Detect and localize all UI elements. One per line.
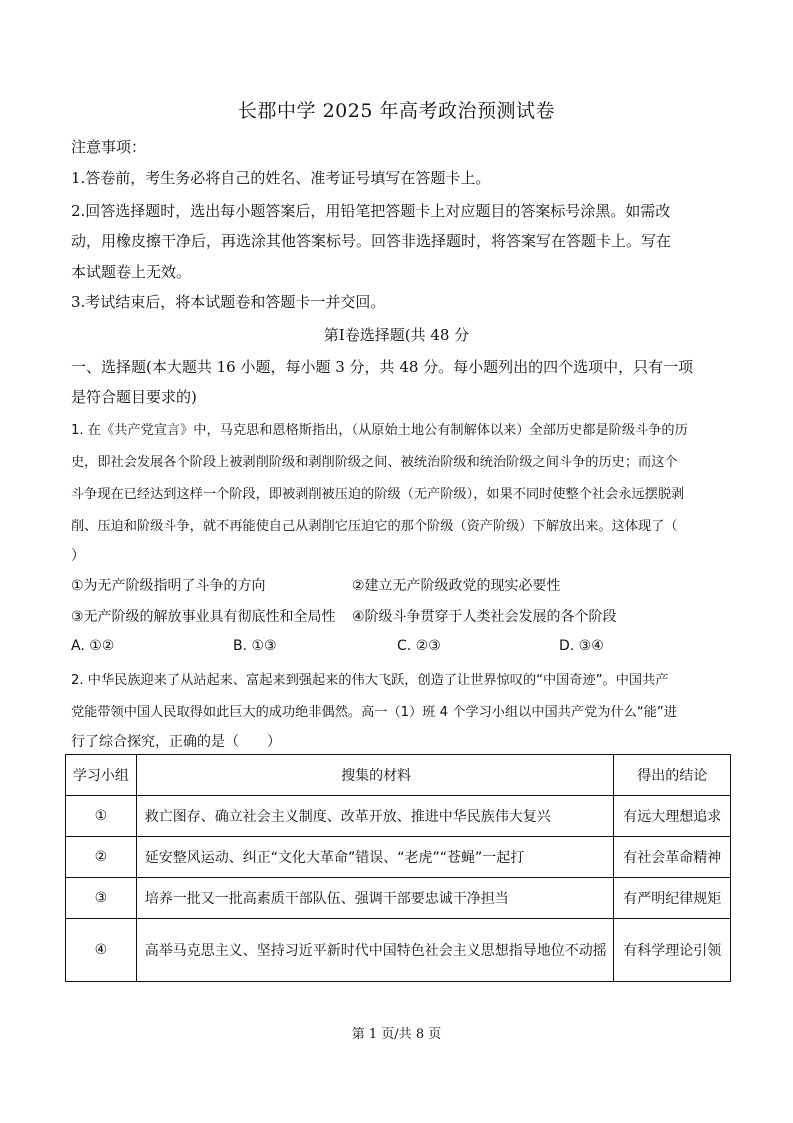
q1-statement-4: ④阶级斗争贯穿于人类社会发展的各个阶段 (352, 609, 617, 625)
q1-option-c: C. ②③ (397, 638, 441, 654)
table-cell-conclusion: 有科学理论引领 (614, 919, 731, 982)
table-cell-material: 延安整风运动、纠正“文化大革命”错误、“老虎”“苍蝇”一起打 (136, 837, 614, 878)
table-cell-conclusion: 有社会革命精神 (614, 837, 731, 878)
section-intro: 是符合题目要求的) (71, 388, 197, 406)
q1-option-d: D. ③④ (559, 638, 604, 654)
notes-line: 3.考试结束后，将本试题卷和答题卡一并交回。 (71, 293, 386, 311)
table-cell-conclusion: 有严明纪律规矩 (614, 878, 731, 919)
notes-line: 本试题卷上无效。 (71, 263, 192, 281)
table-header: 搜集的材料 (136, 755, 614, 796)
q2-table (65, 754, 731, 982)
table-header-row (66, 755, 731, 796)
table-header: 得出的结论 (614, 755, 731, 796)
table-cell-group: ① (66, 796, 137, 837)
table-header: 学习小组 (66, 755, 137, 796)
q1-text: 斗争现在已经达到这样一个阶段，即被剥削被压迫的阶级（无产阶级），如果不同时使整个社会永远摆脱剥 (71, 487, 685, 502)
section-intro: 一、选择题(本大题共 16 小题，每小题 3 分，共 48 分。每小题列出的四个选项中，只有一项 (71, 358, 694, 376)
q1-option-a: A. ①② (71, 638, 115, 654)
q2-text: 2. 中华民族迎来了从站起来、富起来到强起来的伟大飞跃，创造了让世界惊叹的“中国奇迹”。中国共产 (71, 673, 669, 688)
table-cell-group: ③ (66, 878, 137, 919)
q1-text: 削、压迫和阶级斗争，就不再能使自己从剥削它压迫它的那个阶级（资产阶级）下解放出来。这体现了（ (71, 519, 678, 534)
q2-text: 行了综合探究，正确的是（ ） (71, 734, 281, 750)
table-row (66, 837, 731, 878)
table-cell-material: 培养一批又一批高素质干部队伍、强调干部要忠诚干净担当 (136, 878, 614, 919)
table-cell-material: 高举马克思主义、坚持习近平新时代中国特色社会主义思想指导地位不动摇 (136, 919, 614, 982)
table-row (66, 919, 731, 982)
q1-statement-3: ③无产阶级的解放事业具有彻底性和全局性 (71, 609, 336, 625)
q1-option-b: B. ①③ (233, 638, 277, 654)
table-row (66, 796, 731, 837)
table-cell-material: 救亡图存、确立社会主义制度、改革开放、推进中华民族伟大复兴 (136, 796, 614, 837)
q2-text: 党能带领中国人民取得如此巨大的成功绝非偶然。高一（1）班 4 个学习小组以中国共产党为什么“能”进 (71, 705, 677, 720)
exam-title: 长郡中学 2025 年高考政治预测试卷 (238, 100, 555, 122)
q1-statement-2: ②建立无产阶级政党的现实必要性 (352, 578, 561, 594)
page-footer: 第 1 页/共 8 页 (351, 1027, 442, 1042)
notes-line: 1.答卷前，考生务必将自己的姓名、准考证号填写在答题卡上。 (71, 169, 491, 187)
q1-text: 1. 在《共产党宣言》中，马克思和恩格斯指出，（从原始土地公有制解体以来）全部历史都是阶级斗争的历 (71, 423, 688, 438)
table-cell-group: ② (66, 837, 137, 878)
q1-text: ） (71, 548, 85, 564)
table-row (66, 878, 731, 919)
notes-line: 2.回答选择题时，选出每小题答案后，用铅笔把答题卡上对应题目的答案标号涂黑。如需改 (71, 202, 671, 220)
q1-statement-1: ①为无产阶级指明了斗争的方向 (71, 578, 266, 594)
notes-heading: 注意事项： (71, 138, 147, 156)
q1-text: 史，即社会发展各个阶段上被剥削阶级和剥削阶级之间、被统治阶级和统治阶级之间斗争的历史；而这个 (71, 455, 678, 470)
notes-line: 动，用橡皮擦干净后，再选涂其他答案标号。回答非选择题时，将答案写在答题卡上。写在 (71, 232, 672, 250)
section-title: 第Ⅰ卷选择题(共 48 分 (323, 326, 470, 344)
table-cell-group: ④ (66, 919, 137, 982)
table-cell-conclusion: 有远大理想追求 (614, 796, 731, 837)
